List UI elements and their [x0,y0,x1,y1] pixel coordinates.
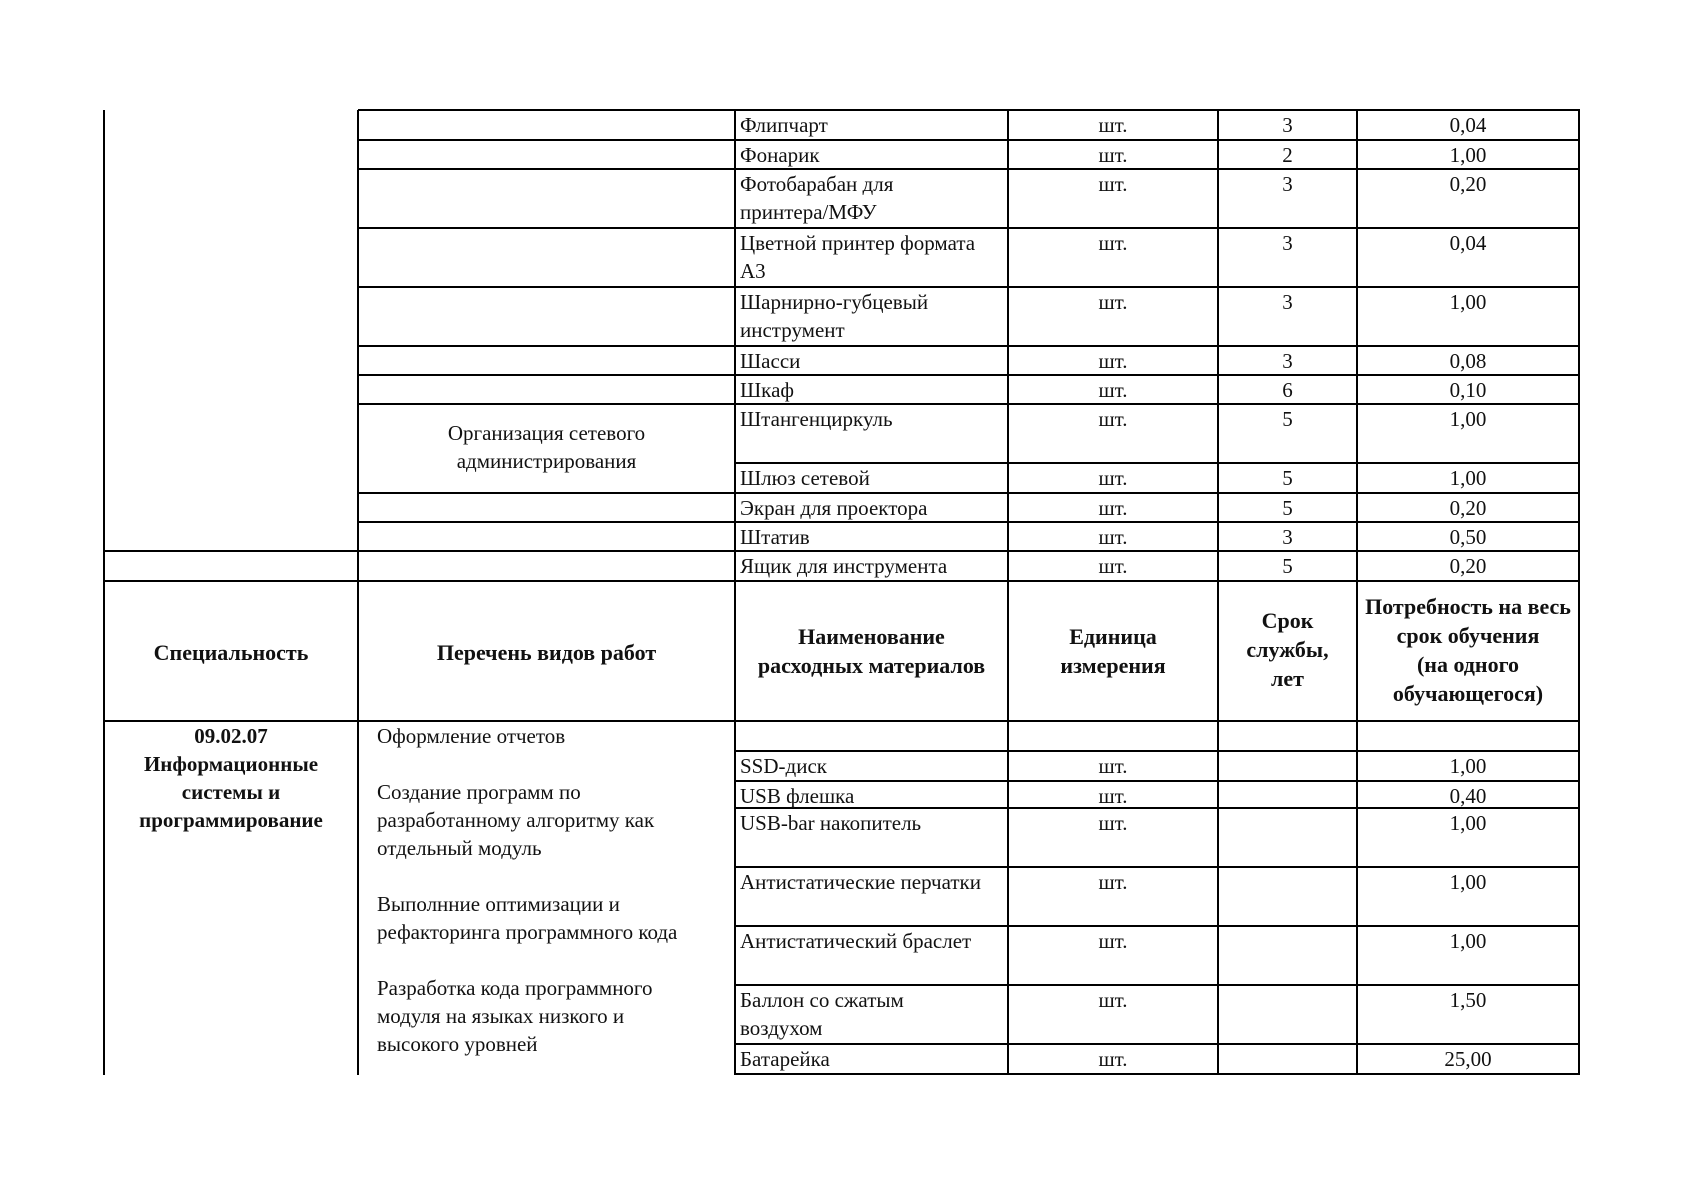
term-cell: 3 [1282,349,1293,373]
unit-cell: шт. [1098,754,1128,778]
work-item-line: модуля на языках низкого и [377,1004,625,1028]
material-name [740,752,827,780]
header-need [1357,592,1579,708]
material-name-line: Баллон со сжатым [740,988,904,1012]
material-name [740,552,947,580]
work-item-line: Создание программ по [377,780,581,804]
header-name [735,622,1008,680]
header-specialty [104,638,358,667]
unit-cell: шт. [1098,525,1128,549]
specialty-name-line: Информационные [143,752,319,776]
material-name-line: USB флешка [740,784,855,808]
material-name [740,927,971,955]
need-cell: 0,04 [1449,113,1487,137]
material-name-line: воздухом [740,1016,823,1040]
term-cell: 5 [1282,466,1293,490]
work-item-line: рефакторинга программного кода [377,920,678,944]
header-works-line: Перечень видов работ [436,640,657,665]
unit-cell: шт. [1098,113,1128,137]
header-need-line: (на одного [1416,652,1520,677]
term-cell: 3 [1282,290,1293,314]
material-name-line: USB-bar накопитель [740,811,922,835]
unit-cell: шт. [1098,407,1128,431]
material-name [740,347,800,375]
material-name-line: Фонарик [740,143,820,167]
need-cell: 0,50 [1449,525,1487,549]
work-item-line: Разработка кода программного [377,976,653,1000]
material-name [740,464,870,492]
need-cell: 1,00 [1449,754,1487,778]
material-name-line: Цветной принтер формата [740,231,976,255]
work-item [377,778,654,862]
work-item-line: Оформление отчетов [377,724,566,748]
material-name-line: Шкаф [740,378,794,402]
material-name-line: Шарнирно-губцевый [740,290,929,314]
material-name-line: Флипчарт [740,113,828,137]
unit-cell: шт. [1098,143,1128,167]
material-name-line: Штангенциркуль [740,407,893,431]
table-border [104,580,1580,582]
need-cell: 0,20 [1449,172,1487,196]
unit-cell: шт. [1098,1047,1128,1071]
need-cell: 1,00 [1449,811,1487,835]
need-cell: 1,00 [1449,143,1487,167]
term-cell: 3 [1282,172,1293,196]
unit-cell: шт. [1098,349,1128,373]
unit-cell: шт. [1098,172,1128,196]
need-cell: 1,00 [1449,466,1487,490]
need-cell: 0,20 [1449,496,1487,520]
work-type-line: Организация сетевого [447,421,646,445]
work-item [377,722,565,750]
material-name-line: инструмент [740,318,845,342]
material-name-line: Фотобарабан для [740,172,894,196]
need-cell: 0,20 [1449,554,1487,578]
material-name [740,288,928,344]
work-item [377,974,653,1058]
material-name-line: Штатив [740,525,810,549]
work-item [377,890,677,946]
unit-cell: шт. [1098,554,1128,578]
term-cell: 3 [1282,231,1293,255]
need-cell: 1,00 [1449,870,1487,894]
table-border [734,721,736,1075]
work-type [358,419,735,475]
need-cell: 0,04 [1449,231,1487,255]
material-name [740,376,794,404]
unit-cell: шт. [1098,784,1128,808]
material-name-line: Антистатический браслет [740,929,972,953]
term-cell: 3 [1282,113,1293,137]
header-term-line: службы, [1246,637,1329,662]
header-need-line: обучающегося) [1392,681,1544,706]
need-cell: 1,00 [1449,929,1487,953]
material-name [740,782,854,810]
unit-cell: шт. [1098,870,1128,894]
specialty-name-line: программирование [139,808,323,832]
table-border [103,110,105,582]
work-item-line: разработанному алгоритму как [377,808,655,832]
material-name-line: А3 [740,259,766,283]
table-border [735,1073,1580,1075]
work-type-line: администрирования [456,449,637,473]
need-cell: 0,10 [1449,378,1487,402]
material-name [740,494,927,522]
material-name-line: Экран для проектора [740,496,928,520]
material-name-line: Шасси [740,349,801,373]
header-need-line: срок обучения [1396,623,1540,648]
material-name-line: SSD-диск [740,754,827,778]
material-name [740,111,828,139]
unit-cell: шт. [1098,988,1128,1012]
need-cell: 0,40 [1449,784,1487,808]
header-term-line: лет [1271,666,1304,691]
term-cell: 5 [1282,407,1293,431]
header-name-line: расходных материалов [757,653,986,678]
header-term [1218,606,1357,693]
material-name [740,141,820,169]
material-name [740,170,893,226]
material-name [740,809,921,837]
unit-cell: шт. [1098,378,1128,402]
material-name [740,229,975,285]
material-name [740,1045,830,1073]
unit-cell: шт. [1098,811,1128,835]
need-cell: 1,00 [1449,407,1487,431]
material-name-line: Антистатические перчатки [740,870,981,894]
unit-cell: шт. [1098,466,1128,490]
material-name-line: Батарейка [740,1047,830,1071]
header-works [358,638,735,667]
header-need-line: Потребность на весь [1365,594,1571,619]
specialty-name-line: 09.02.07 [194,724,268,748]
work-item-line: отдельный модуль [377,836,542,860]
need-cell: 25,00 [1444,1047,1492,1071]
unit-cell: шт. [1098,290,1128,314]
specialty-name [104,722,358,834]
term-cell: 6 [1282,378,1293,402]
header-unit-line: измерения [1060,653,1166,678]
material-name [740,523,810,551]
unit-cell: шт. [1098,496,1128,520]
header-unit-line: Единица [1069,624,1157,649]
material-name-line: принтера/МФУ [740,200,877,224]
material-name [740,986,904,1042]
header-specialty-line: Специальность [153,640,309,665]
header-name-line: Наименование [798,624,945,649]
material-name [740,405,893,433]
header-term-line: Срок [1261,608,1314,633]
unit-cell: шт. [1098,231,1128,255]
term-cell: 2 [1282,143,1293,167]
specialty-name-line: системы и [181,780,281,804]
unit-cell: шт. [1098,929,1128,953]
need-cell: 1,50 [1449,988,1487,1012]
material-name [740,868,981,896]
header-unit [1008,622,1218,680]
term-cell: 3 [1282,525,1293,549]
term-cell: 5 [1282,554,1293,578]
work-item-line: Выполнние оптимизации и [377,892,620,916]
material-name-line: Ящик для инструмента [740,554,948,578]
need-cell: 0,08 [1449,349,1487,373]
work-item-line: высокого уровней [377,1032,538,1056]
term-cell: 5 [1282,496,1293,520]
material-name-line: Шлюз сетевой [740,466,870,490]
need-cell: 1,00 [1449,290,1487,314]
